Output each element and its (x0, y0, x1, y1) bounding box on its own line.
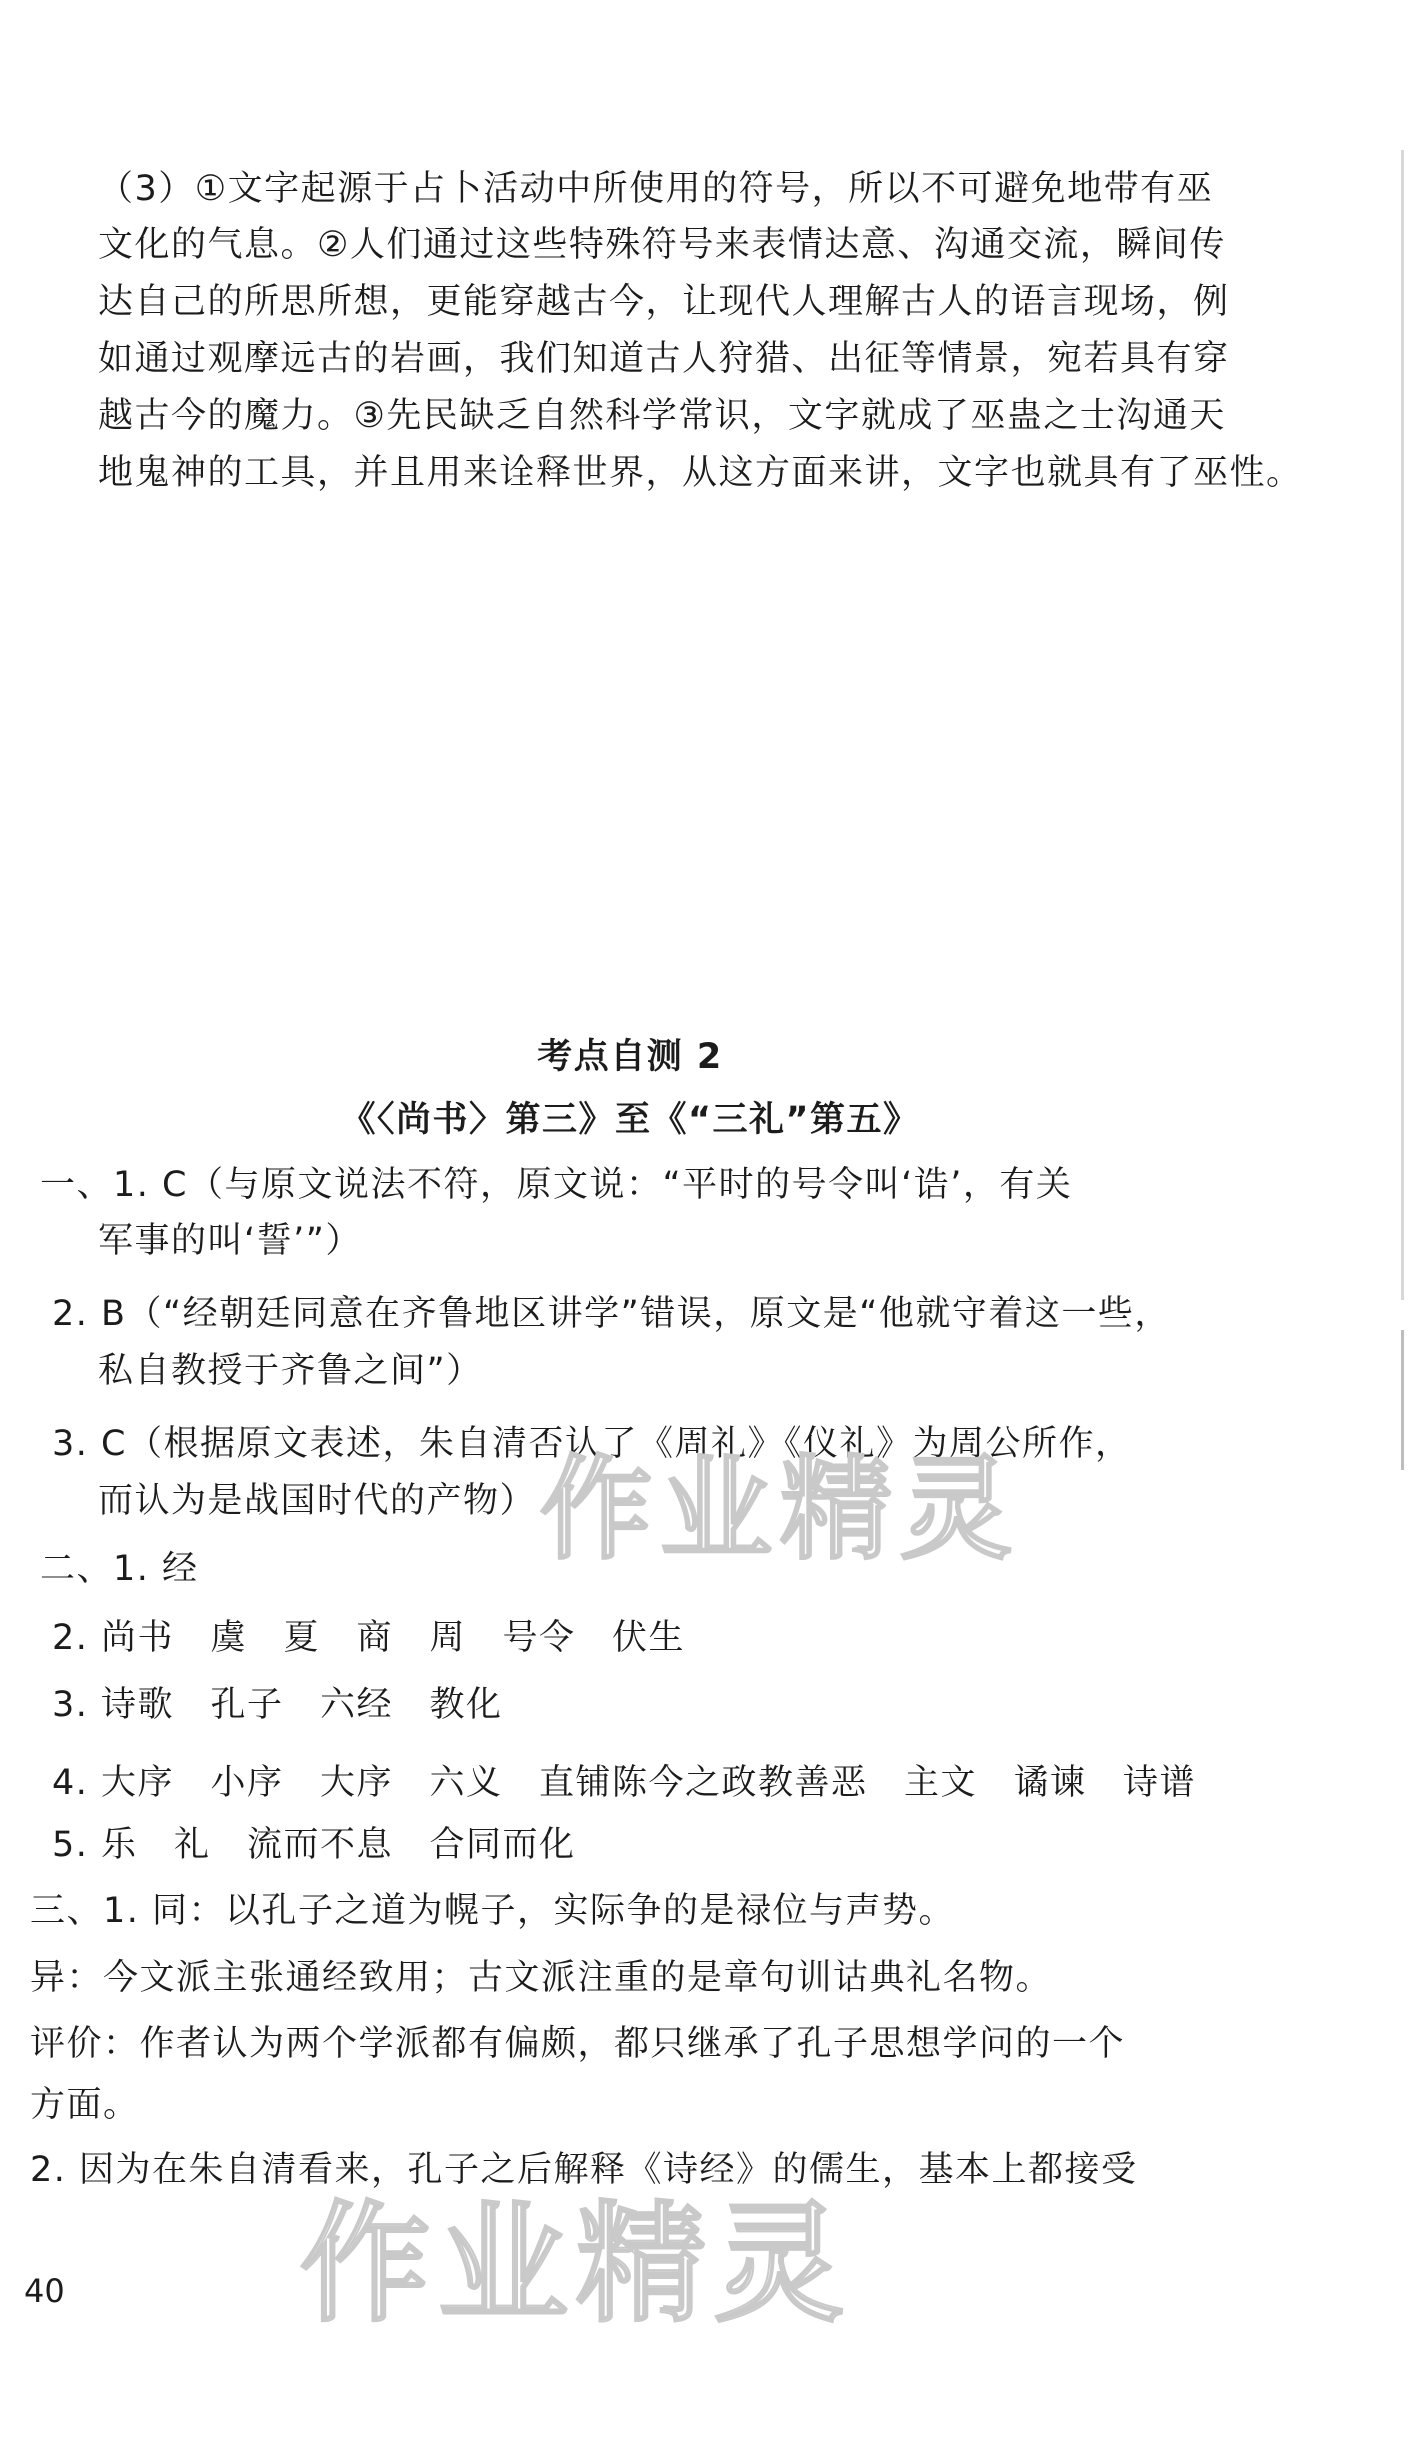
answer-line: 一、1. C（与原文说法不符，原文说：“平时的号令叫‘诰’，有关 (40, 1165, 1073, 1205)
text-line: （3）①文字起源于占卜活动中所使用的符号，所以不可避免地带有巫 (98, 169, 1214, 209)
answer-line: 5. 乐 礼 流而不息 合同而化 (52, 1825, 576, 1865)
section-subheading: 《〈尚书〉第三》至《“三礼”第五》 (340, 1100, 920, 1140)
watermark: 作业精灵 (300, 2188, 853, 2340)
text-line: 地鬼神的工具，并且用来诠释世界，从这方面来讲，文字也就具有了巫性。 (98, 453, 1303, 493)
text-line: 达自己的所思所想，更能穿越古今，让现代人理解古人的语言现场，例 (98, 282, 1230, 322)
answer-line: 3. C（根据原文表述，朱自清否认了《周礼》《仪礼》为周公所作， (52, 1424, 1132, 1464)
answer-line: 三、1. 同：以孔子之道为幌子，实际争的是禄位与声势。 (30, 1891, 956, 1931)
answer-line: 3. 诗歌 孔子 六经 教化 (52, 1685, 503, 1725)
text-line: 文化的气息。②人们通过这些特殊符号来表情达意、沟通交流，瞬间传 (98, 225, 1226, 265)
text-line: 越古今的魔力。③先民缺乏自然科学常识，文字就成了巫蛊之士沟通天 (98, 396, 1226, 436)
answer-line: 2. 因为在朱自清看来，孔子之后解释《诗经》的儒生，基本上都接受 (30, 2150, 1138, 2190)
page-edge-line (1401, 150, 1404, 1300)
answer-line: 4. 大序 小序 大序 六义 直铺陈今之政教善恶 主文 谲谏 诗谱 (52, 1763, 1197, 1803)
text-line: 如通过观摩远古的岩画，我们知道古人狩猎、出征等情景，宛若具有穿 (98, 339, 1230, 379)
answer-line: 军事的叫‘誓’”） (98, 1221, 362, 1261)
section-heading: 考点自测 2 (537, 1037, 723, 1077)
answer-line: 2. B（“经朝廷同意在齐鲁地区讲学”错误，原文是“他就守着这一些， (52, 1294, 1171, 1334)
answer-line: 二、1. 经 (40, 1549, 199, 1589)
answer-line: 异：今文派主张通经致用；古文派注重的是章句训诂典礼名物。 (30, 1958, 1053, 1998)
page-edge-line (1401, 1330, 1404, 1470)
answer-line: 而认为是战国时代的产物） (98, 1481, 537, 1521)
answer-line: 私自教授于齐鲁之间”） (98, 1351, 483, 1391)
answer-line: 方面。 (30, 2085, 140, 2125)
page-number: 40 (24, 2272, 65, 2310)
answer-line: 2. 尚书 虞 夏 商 周 号令 伏生 (52, 1618, 686, 1658)
watermark: 作业精灵 (540, 1445, 1020, 1575)
answer-line: 评价：作者认为两个学派都有偏颇，都只继承了孔子思想学问的一个 (30, 2024, 1126, 2064)
